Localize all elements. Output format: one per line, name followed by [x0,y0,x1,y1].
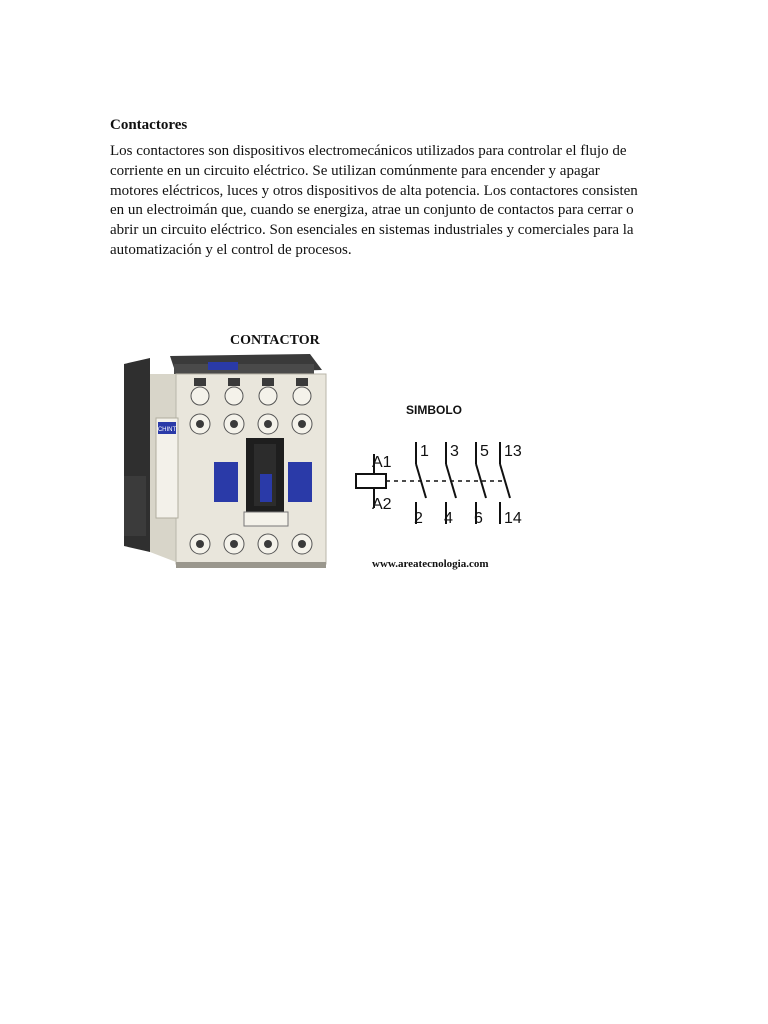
paragraph-line: motores eléctricos, luces y otros dispositivos de alta potencia. Los contactores consisten [110,182,638,199]
contact-bottom-label: 6 [474,510,483,527]
coil-label-a2: A2 [372,496,392,513]
paragraph-line: abrir un circuito eléctrico. Son esenciales en sistemas industriales y comerciales para la [110,222,634,239]
contact-bottom-label: 4 [444,510,453,527]
contact-bottom-label: 2 [414,510,423,527]
contact-bottom-label: 14 [504,510,522,527]
website-caption: www.areatecnologia.com [372,558,489,570]
contactor-device [124,354,326,568]
contactor-illustration [110,326,536,580]
contactor-figure [110,326,536,580]
body-paragraph [110,142,650,261]
paragraph-line: Los contactores son dispositivos electromecánicos utilizados para controlar el flujo de [110,143,627,159]
paragraph-line: en un electroimán que, cuando se energiza, atrae un conjunto de contactos para cerrar o [110,202,634,219]
contact-top-label: 1 [420,443,429,460]
contact-top-label: 5 [480,443,489,460]
contact-top-label: 3 [450,443,459,460]
contact-top-label: 13 [504,443,522,460]
symbol-title: SIMBOLO [406,403,462,417]
paragraph-line: automatización y el control de procesos. [110,241,352,258]
device-brand-label: CHINT [157,427,177,433]
coil-label-a1: A1 [372,454,392,471]
paragraph-line: corriente en un circuito eléctrico. Se utilizan comúnmente para encender y apagar [110,162,600,179]
figure-title: CONTACTOR [230,333,320,348]
section-heading: Contactores [110,117,188,133]
